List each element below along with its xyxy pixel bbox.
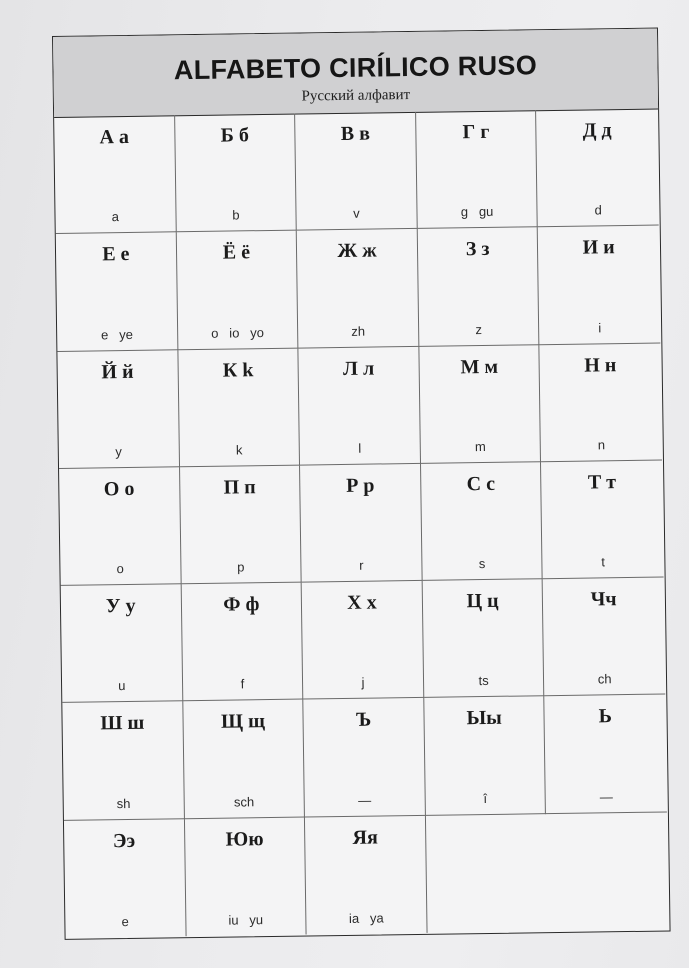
letter-cell — [538, 226, 660, 345]
letter-cell — [540, 343, 662, 462]
transliteration: v — [353, 206, 360, 222]
transliteration: ch — [597, 671, 612, 687]
cyrillic-letter: Т т — [587, 471, 617, 494]
letter-cell — [422, 579, 544, 698]
alphabet-grid — [54, 109, 669, 939]
cyrillic-letter: Ё ё — [222, 241, 251, 264]
letter-cell — [418, 228, 540, 347]
letter-cell — [419, 345, 541, 464]
transliteration: sch — [233, 793, 255, 810]
cyrillic-letter: Ж ж — [337, 239, 377, 263]
transliteration: e ye — [100, 326, 133, 342]
transliteration: î — [483, 790, 488, 806]
transliteration: g gu — [460, 204, 494, 220]
cyrillic-letter: Ыы — [466, 707, 502, 730]
transliteration: f — [240, 676, 245, 692]
letter-cell — [180, 465, 302, 584]
transliteration: p — [237, 559, 245, 575]
cyrillic-letter: И и — [582, 236, 615, 259]
transliteration: ts — [478, 673, 489, 689]
cyrillic-letter: Щ щ — [220, 710, 266, 734]
transliteration: sh — [116, 795, 131, 811]
cyrillic-letter: Н н — [584, 353, 617, 377]
letter-cell — [54, 115, 176, 234]
transliteration: z — [475, 321, 483, 337]
cyrillic-letter: Ф ф — [223, 593, 260, 616]
transliteration: d — [594, 202, 602, 218]
letter-cell — [545, 695, 667, 814]
cyrillic-letter: М м — [460, 355, 499, 378]
letter-cell — [300, 464, 422, 583]
cyrillic-letter: Д д — [582, 119, 612, 142]
cyrillic-letter: Р р — [345, 474, 375, 497]
cyrillic-letter: У у — [105, 595, 136, 618]
header-band — [53, 29, 658, 118]
letter-cell — [295, 112, 417, 231]
transliteration: zh — [351, 323, 366, 339]
transliteration: j — [361, 675, 365, 691]
transliteration: m — [474, 438, 486, 454]
transliteration: iu yu — [228, 912, 264, 928]
transliteration: — — [358, 792, 372, 808]
letter-cell — [175, 114, 297, 233]
cyrillic-letter: С с — [466, 472, 496, 496]
transliteration: — — [599, 788, 613, 805]
letter-cell — [56, 233, 178, 352]
cyrillic-letter: Х х — [347, 591, 377, 615]
letter-cell — [183, 700, 305, 819]
cyrillic-letter: Б б — [220, 124, 250, 147]
cyrillic-letter: П п — [223, 476, 256, 499]
letter-cell — [59, 467, 181, 586]
transliteration: o — [116, 561, 124, 577]
transliteration: a — [111, 209, 120, 225]
cyrillic-letter: З з — [465, 238, 490, 261]
transliteration: k — [235, 442, 243, 458]
cyrillic-letter: В в — [340, 122, 371, 145]
letter-cell — [299, 346, 421, 465]
cyrillic-letter: Ээ — [112, 829, 136, 852]
letter-cell — [302, 581, 424, 700]
transliteration: i — [598, 319, 602, 335]
cyrillic-letter: Ш ш — [100, 712, 145, 735]
letter-cell — [424, 697, 546, 816]
letter-cell — [416, 110, 538, 229]
cyrillic-letter: Л л — [342, 357, 375, 380]
cyrillic-letter: Юю — [225, 827, 264, 851]
letter-cell — [178, 348, 300, 467]
transliteration: u — [118, 678, 126, 694]
cyrillic-letter: Чч — [590, 588, 617, 611]
cyrillic-letter: Й й — [101, 360, 134, 383]
transliteration: s — [478, 556, 486, 572]
letter-cell — [541, 460, 663, 579]
cyrillic-letter: Г г — [462, 120, 490, 144]
cyrillic-letter: Яя — [352, 826, 378, 849]
letter-cell — [64, 819, 186, 938]
cyrillic-letter: Ц ц — [466, 589, 499, 613]
letter-cell — [421, 462, 543, 581]
transliteration: e — [121, 913, 129, 930]
transliteration: l — [358, 440, 362, 456]
transliteration: t — [601, 554, 606, 570]
letter-cell — [176, 231, 298, 350]
letter-cell — [61, 584, 183, 703]
cyrillic-letter: А а — [99, 125, 130, 149]
letter-cell — [62, 702, 184, 821]
page-subtitle: Русский алфавит — [301, 87, 411, 105]
letter-cell — [297, 229, 419, 348]
cyrillic-letter: Ь — [598, 705, 613, 728]
transliteration: b — [232, 207, 240, 223]
cyrillic-letter: Ъ — [355, 709, 372, 732]
transliteration: ia ya — [348, 910, 384, 926]
cyrillic-letter: Е е — [102, 243, 130, 266]
letter-cell — [305, 816, 427, 935]
alphabet-sheet — [52, 28, 671, 940]
cyrillic-letter: К k — [222, 358, 254, 382]
letter-cell — [536, 109, 658, 228]
letter-cell — [57, 350, 179, 469]
letter-cell — [185, 817, 307, 936]
letter-cell — [543, 578, 665, 697]
letter-cell — [181, 583, 303, 702]
cyrillic-letter: О о — [103, 477, 135, 501]
empty-area — [426, 812, 669, 933]
transliteration: o io yo — [211, 324, 265, 341]
transliteration: n — [597, 437, 606, 453]
transliteration: y — [115, 443, 122, 459]
letter-cell — [303, 698, 425, 817]
page-title: ALFABETO CIRÍLICO RUSO — [173, 50, 538, 86]
transliteration: r — [359, 557, 364, 573]
